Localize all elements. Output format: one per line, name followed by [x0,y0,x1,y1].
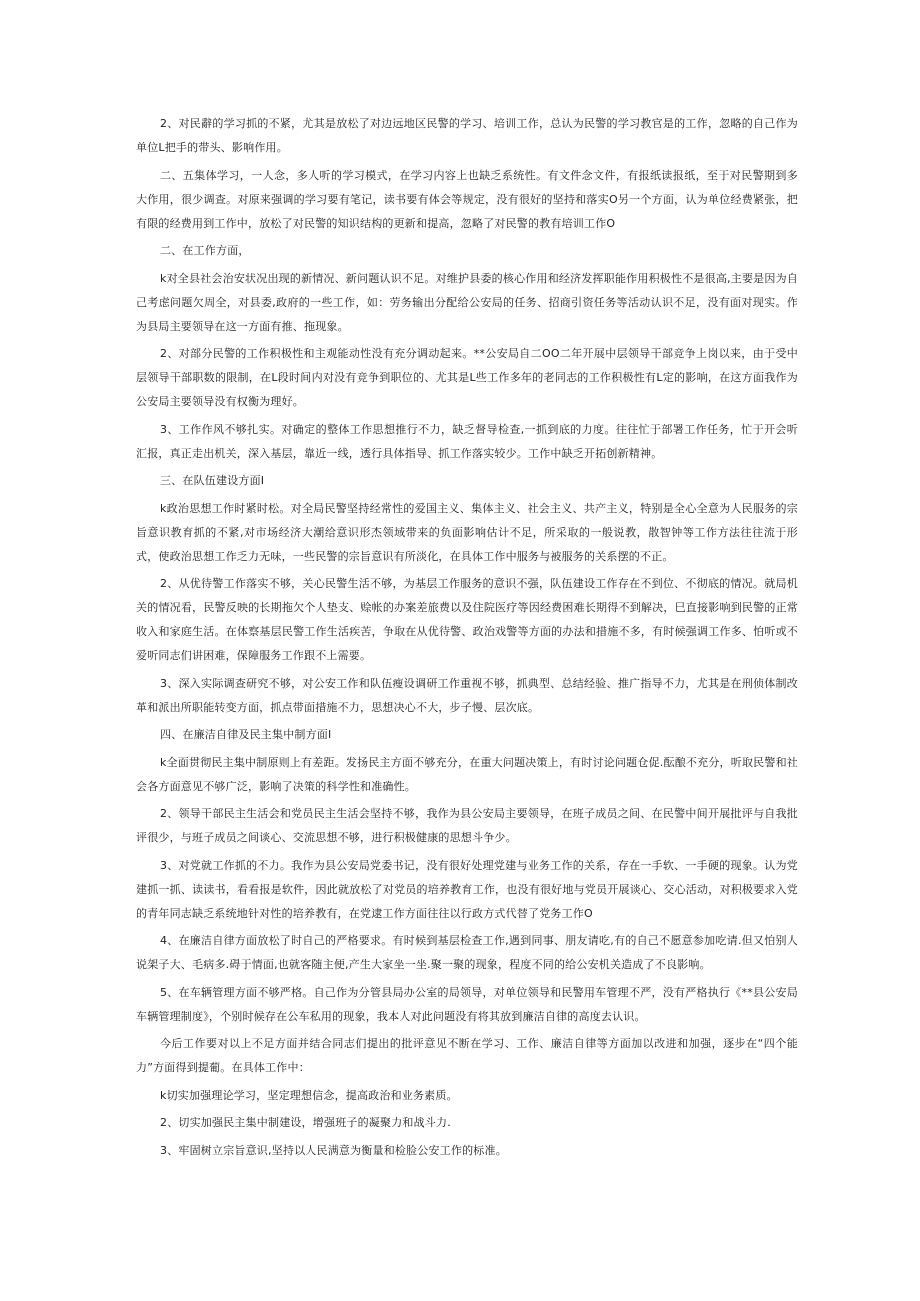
document-body [136,112,798,1166]
paragraph-study-mode: 二、五集体学习，一人念，多人听的学习模式，在学习内容上也缺乏系统性。有文件念文件，有报纸读报纸，至于对民警期到多大作用，很少调查。对原来强调的学习要有笔记，读书要有体会等规定，没有很好的坚持和落实O另一个方面，认为单位经费紧张，把有限的经费用到工作中，放松了对民警的知识结构的更新和提高，忽略了对民警的教有培训工作O [136,168,798,230]
paragraph-integrity-item-4: 4、在廉洁自律方面放松了时自己的严格要求。有时候到基层检查工作,遇到同事、朋友请吃,有的自己不愿意参加吃请.但又怕别人说架子大、毛病多.碍于情面,也就客随主便,产生大家坐一坐.聚一聚的现象，程度不同的给公安机关造成了不良影响。 [136,934,798,971]
paragraph-integrity-item-5: 5、在车辆管理方面不够严格。自己作为分管县局办公室的局领导，对单位领导和民警用车管理不严，没有严格执行《**县公安局车辆管理制度》，个别时候存在公车私用的现象，我本人对此问题没有将其放到廉洁自律的高度去认识。 [136,985,798,1023]
paragraph-team-item-2: 2、从优待警工作落实不够，关心民警生活不够，为基层工作服务的意识不强，队伍建设工作存在不到位、不彻底的情况。就局机关的情况看，民警反映的长期拖欠个人垫支、赊帐的办案差旅费以及住院医疗等因经费困难长期得不到解决，巳直接影响到民警的正常收入和家庭生活。在体察基层民警工作生活疾苦，争取在从优待警、政治戏警等方面的办法和措施不多，有时候强调工作多、怕听或不爱听同志们讲困难，保障服务工作跟不上需要。 [136,577,798,662]
paragraph-team-item-3: 3、深入实际调查研究不够，对公安工作和队伍瘦设调研工作重视不够，抓典型、总结经验、推广指导不力，尤其是在刑侦体制改革和派出所职能转变方面，抓点带面措施不力，思想决心不大，步子慢、层次底。 [136,676,798,714]
paragraph-team-item-1: k政治思想工作时紧时松。对全局民警坚持经常性的爱国主义、集体主义、社会主义、共产主义，特别是全心全意为人民服务的宗旨意识教育抓的不紧,对市场经济大潮给意识形杰领域带来的负面影响估计不足，所采取的一般说教，散智钟等工作方法往往流于形式，使政治思想工作乏力无味，一些民警的宗旨意识有所淡化，在具体工作中服务与被服务的关系摆的不正。 [136,501,798,563]
paragraph-work-item-1: k对全县社会治安状况出现的新情况、新问题认识不足。对维护县委的核心作用和经济发挥职能作用积极性不是很高,主要是因为自己考虑问题欠周全，对县委,政府的一些工作，如：劳务输出分配给公安局的任务、招商引资任务等活动认识不足，没有面对现实。作为县局主要领导在这一方面有推、拖现象。 [136,271,798,333]
paragraph-future-item-2: 2、切实加强民主集中制建设，增强班子的凝聚力和战斗力. [160,1116,451,1129]
paragraph-work-item-2: 2、对部分民警的工作积极性和主观能动性没有充分调动起来。**公安局自二OO二年开展中层领导干部竞争上岗以来，由于受中层领导干部职数的限制，在L段时间内对没有竞争到职位的、尤其是L些工作多年的老同志的工作积极性有L定的影响，在这方面我作为公安局主要领导没有权衡为理好。 [136,347,798,408]
section-heading-work: 二、在工作方面， [160,244,250,257]
paragraph-study-looseness: 2、对民辭的学习抓的不紧，尤其是放松了对边远地区民警的学习、培训工作，总认为民警的学习教官是的工作，忽略的自己作为单位L把手的带头、影响作用。 [136,117,798,154]
section-heading-team: 三、在队伍建设方面I [160,474,265,487]
paragraph-work-item-3: 3、工作作风不够扎实。对确定的整体工作思想推行不力，缺乏督导检查,一抓到底的力度。往往忙于部署工作任务，忙于开会听汇报，真正走出机关，深入基层，靠近一线，透行具体指导、抓工作落实较少。工作中缺乏开拓创新精神。 [136,422,798,460]
paragraph-integrity-item-3: 3、对党就工作抓的不力。我作为县公安局党委书记，没有很好处理党建与业务工作的关系，存在一手软、一手硬的现象。认为党建抓一抓、读读书，看看报是软件，因此就放松了对党员的培养教育工作，也没有很好地与党员开展谈心、交心活动，对积极要求入党的青年同志缺乏系统地针对性的培养教有，在党逮工作方面往往以行政方式代替了党务工作O [136,858,798,920]
paragraph-future-work: 今后工作要对以上不足方面并结合同志们提出的批评意见不断在学习、工作、廉洁自律等方面加以改进和加强，逐步在“四个能力”方面得到提葡。在具体工作中： [136,1037,798,1074]
paragraph-future-item-1: k切实加强理论学习，坚定理想信念，提高政治和业务素质。 [160,1088,458,1102]
paragraph-integrity-item-2: 2、领导干部民主生活会和党员民主生活会坚持不够，我作为县公安局主要领导，在班子成员之间、在民警中间开展批评与自我批评很少，与班子成员之间谈心、交流思想不够，进行积极健康的思想斗争少。 [136,807,798,844]
paragraph-future-item-3: 3、牢固树立宗旨意识,坚持以人民满意为衡量和检脸公安工作的标准。 [160,1143,507,1157]
section-heading-integrity: 四、在廉洁自律及民主集中制方面I [160,728,332,741]
paragraph-integrity-item-1: k全面贯彻民主集中制原则上有差距。发扬民主方面不够充分，在重大问题决策上，有时讨论问题仓促.酝酿不充分，听取民警和社会各方面意见不够广泛，影响了决策的科学性和准确性。 [136,755,798,793]
